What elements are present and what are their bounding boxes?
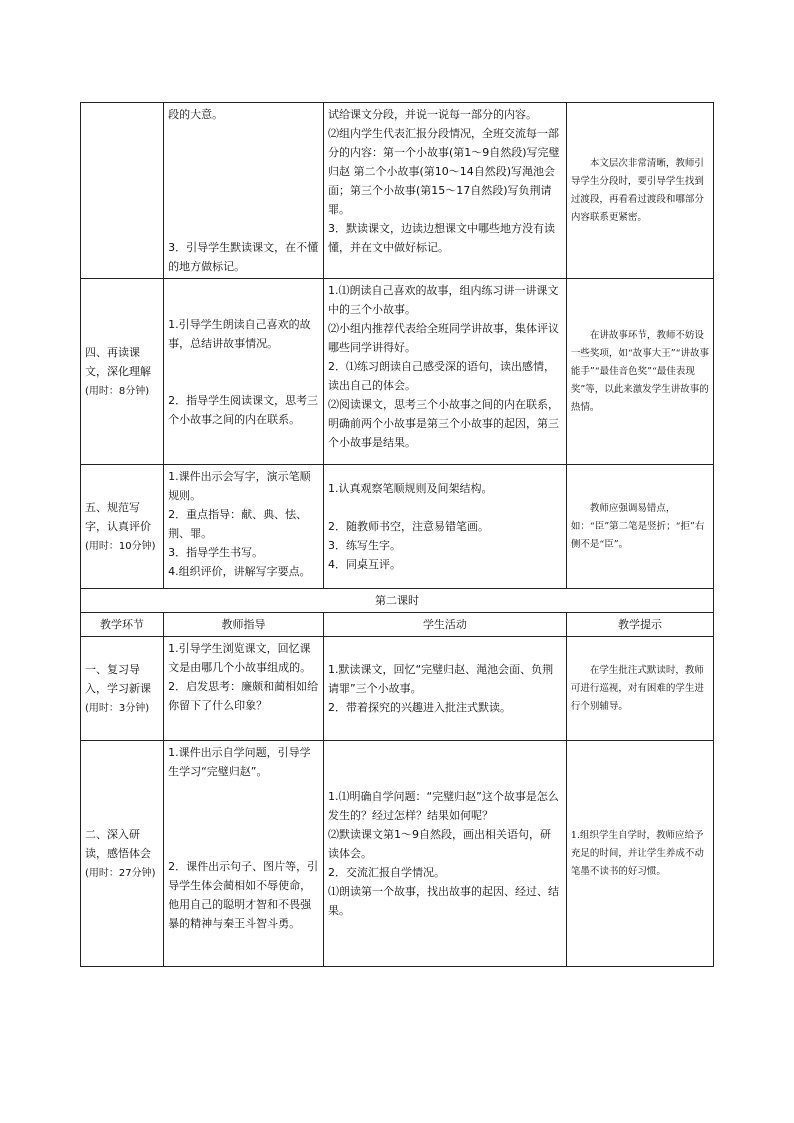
teaching-hint-cell: 在讲故事环节，教师不妨设一些奖项，如“故事大王”“讲故事能手”“最佳音色奖”“最佳表现奖”等，以此来激发学生讲故事的热情。 bbox=[566, 279, 713, 465]
teacher-guidance-cell: 1.课件出示自学问题，引导学生学习“完璧归赵”。 2．课件出示句子、图片等，引导学生体会蔺相如不辱使命，他用自己的聪明才智和不畏强暴的精神与秦王斗智斗勇。 bbox=[164, 741, 324, 967]
stage-name: 四、再读课文，深化理解 bbox=[85, 345, 151, 378]
header-student: 学生活动 bbox=[323, 613, 566, 637]
lesson-plan-table bbox=[80, 102, 714, 967]
header-hint: 教学提示 bbox=[566, 613, 713, 637]
stage-time: (用时：8分钟) bbox=[85, 385, 150, 397]
stage-cell bbox=[81, 741, 164, 967]
student-activity-cell: 试给课文分段，并说一说每一部分的内容。 ⑵组内学生代表汇报分段情况，全班交流每一部分的内容：第一个小故事(第1～9自然段)写完璧归赵 第二个小故事(第10～14自然段)写渑池会面；第三个小故事(第15～17自然段)写负荆请罪。 3．默读课文，边读边想课文中哪些地方没有读懂，并在文中做好标记。 bbox=[323, 103, 566, 279]
table-row bbox=[81, 637, 714, 741]
teacher-guidance-cell: 1.引导学生浏览课文，回忆课文是由哪几个小故事组成的。 2．启发思考：廉颇和蔺相如给你留下了什么印象？ bbox=[164, 637, 324, 741]
student-activity-cell: 1.默读课文，回忆“完璧归赵、渑池会面、负荆请罪”三个小故事。 2．带着探究的兴趣进入批注式默读。 bbox=[323, 637, 566, 741]
header-stage: 教学环节 bbox=[81, 613, 164, 637]
header-row bbox=[81, 613, 714, 637]
stage-name: 一、复习导入，学习新课 bbox=[85, 662, 151, 695]
teaching-hint-cell: 在学生批注式默读时，教师可进行巡视，对有困难的学生进行个别辅导。 bbox=[566, 637, 713, 741]
stage-cell bbox=[81, 637, 164, 741]
teaching-hint-cell: 1.组织学生自学时，教师应给予充足的时间，并让学生养成不动笔墨不读书的好习惯。 bbox=[566, 741, 713, 967]
table-row bbox=[81, 103, 714, 279]
teacher-guidance-cell: 1.引导学生朗读自己喜欢的故事，总结讲故事情况。 2．指导学生阅读课文，思考三个小故事之间的内在联系。 bbox=[164, 279, 324, 465]
student-activity-cell: 1.⑴朗读自己喜欢的故事，组内练习讲一讲课文中的三个小故事。 ⑵小组内推荐代表给全班同学讲故事，集体评议哪些同学讲得好。 2．⑴练习朗读自己感受深的语句，读出感情，读出自己的体会。 ⑵阅读课文，思考三个小故事之间的内在联系，明确前两个小故事是第三个小故事的起因，第三个小故事是结果。 bbox=[323, 279, 566, 465]
teacher-guidance-cell: 1.课件出示会写字，演示笔顺规则。 2．重点指导：献、典、怯、荆、罪。 3．指导学生书写。 4.组织评价，讲解写字要点。 bbox=[164, 465, 324, 589]
section-title: 第二课时 bbox=[81, 589, 714, 613]
stage-cell bbox=[81, 103, 164, 279]
stage-time: (用时：3分钟) bbox=[85, 702, 150, 714]
stage-time: (用时：27分钟) bbox=[85, 867, 156, 879]
table-row bbox=[81, 279, 714, 465]
stage-name: 五、规范写字，认真评价 bbox=[85, 500, 151, 533]
table-row bbox=[81, 741, 714, 967]
stage-cell bbox=[81, 465, 164, 589]
teaching-hint-cell: 本文层次非常清晰，教师引导学生分段时，要引导学生找到过渡段，再看看过渡段和哪部分内容联系更紧密。 bbox=[566, 103, 713, 279]
teaching-hint-cell: 教师应强调易错点，如：“臣”第二笔是竖折；“拒”右侧不是“臣”。 bbox=[566, 465, 713, 589]
stage-time: (用时：10分钟) bbox=[85, 540, 156, 552]
table-row bbox=[81, 465, 714, 589]
student-activity-cell: 1.⑴明确自学问题：“完璧归赵”这个故事是怎么发生的？经过怎样？结果如何呢？ ⑵默读课文第1～9自然段，画出相关语句，研读体会。 2．交流汇报自学情况。 ⑴朗读第一个故事，找出故事的起因、经过、结果。 bbox=[323, 741, 566, 967]
stage-name: 二、深入研读，感悟体会 bbox=[85, 827, 151, 860]
teacher-guidance-cell: 段的大意。 3．引导学生默读课文，在不懂的地方做标记。 bbox=[164, 103, 324, 279]
student-activity-cell: 1.认真观察笔顺规则及间架结构。 2．随教师书空，注意易错笔画。 3．练写生字。 4．同桌互评。 bbox=[323, 465, 566, 589]
section-title-row bbox=[81, 589, 714, 613]
header-teacher: 教师指导 bbox=[164, 613, 324, 637]
stage-cell bbox=[81, 279, 164, 465]
